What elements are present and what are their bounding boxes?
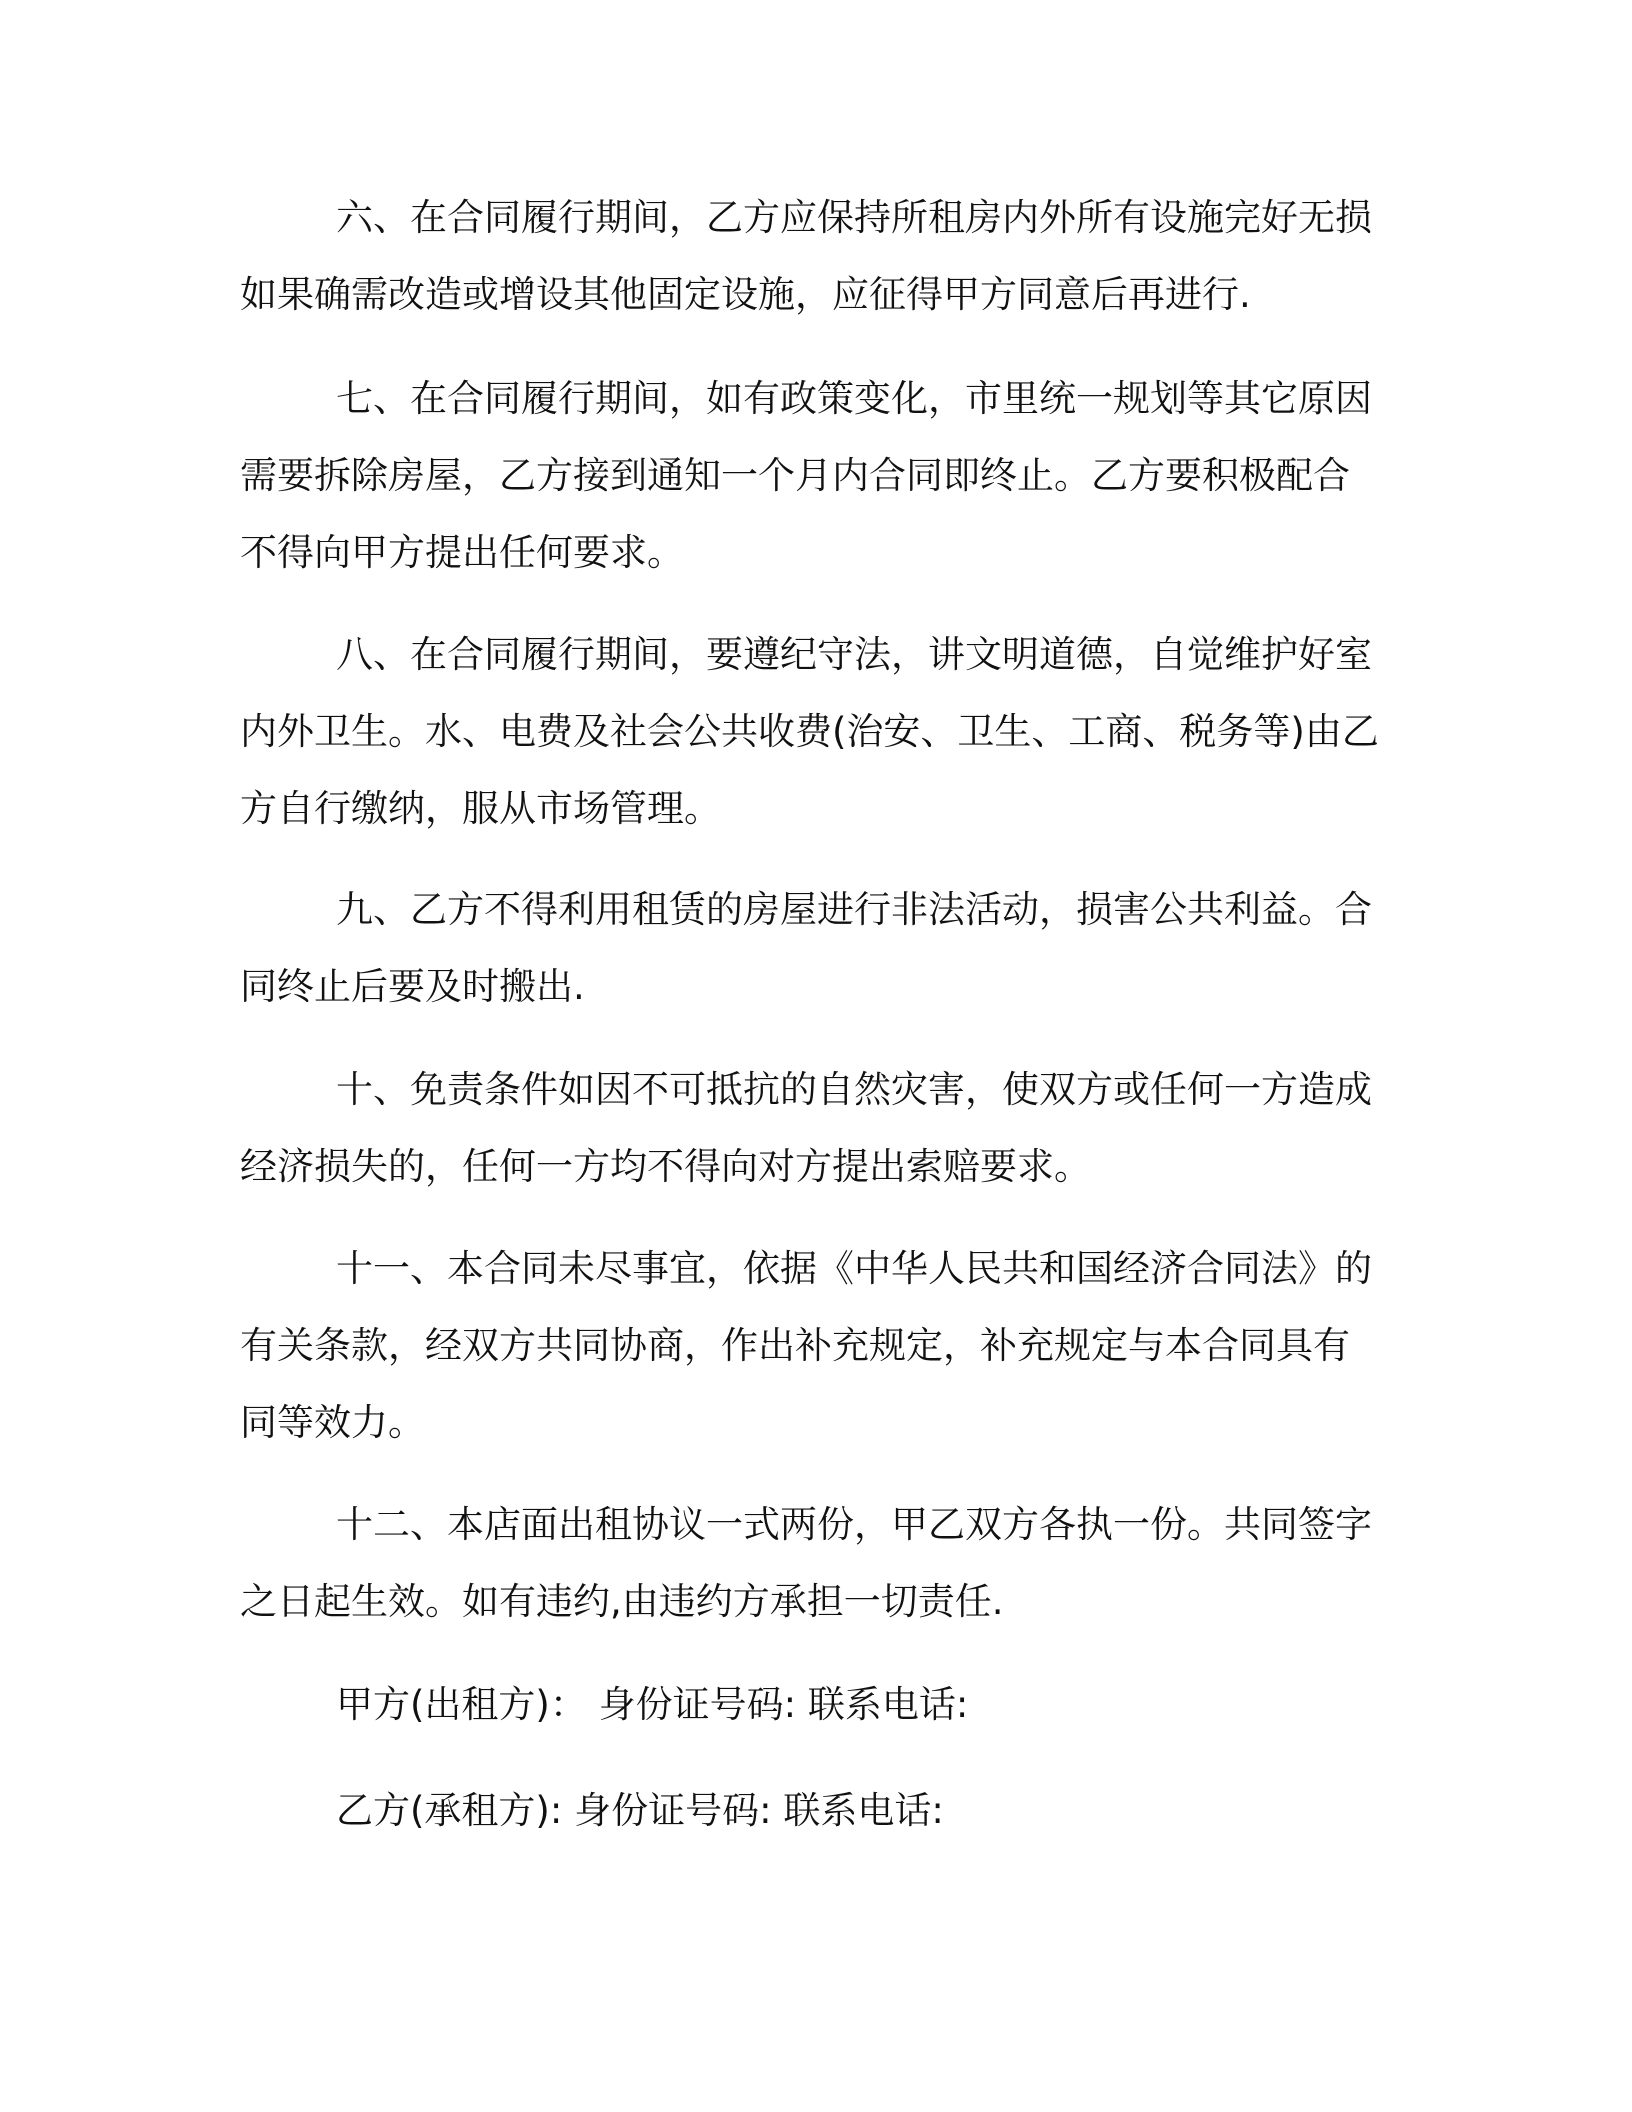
signature-party-a: 甲方(出租方)： 身份证号码: 联系电话:: [336, 1683, 969, 1726]
clause-8-line-3: 方自行缴纳，服从市场管理。: [240, 787, 721, 830]
clause-6-line-2: 如果确需改造或增设其他固定设施，应征得甲方同意后再进行.: [240, 273, 1251, 316]
clause-12-line-1: 十二、本店面出租协议一式两份，甲乙双方各执一份。共同签字: [336, 1503, 1372, 1546]
clause-12-line-2: 之日起生效。如有违约,由违约方承担一切责任.: [240, 1580, 1004, 1623]
clause-8-line-2: 内外卫生。水、电费及社会公共收费(治安、卫生、工商、税务等)由乙: [240, 710, 1379, 753]
clause-7-line-3: 不得向甲方提出任何要求。: [240, 531, 684, 574]
clause-10-line-1: 十、免责条件如因不可抵抗的自然灾害，使双方或任何一方造成: [336, 1068, 1372, 1111]
clause-6-line-1: 六、在合同履行期间，乙方应保持所租房内外所有设施完好无损: [336, 196, 1372, 239]
clause-11-line-1: 十一、本合同未尽事宜，依据《中华人民共和国经济合同法》的: [336, 1247, 1372, 1290]
clause-9-line-2: 同终止后要及时搬出.: [240, 965, 585, 1008]
clause-7-line-2: 需要拆除房屋，乙方接到通知一个月内合同即终止。乙方要积极配合: [240, 454, 1350, 497]
clause-11-line-2: 有关条款，经双方共同协商，作出补充规定，补充规定与本合同具有: [240, 1324, 1350, 1367]
clause-7-line-1: 七、在合同履行期间，如有政策变化，市里统一规划等其它原因: [336, 377, 1372, 420]
clause-10-line-2: 经济损失的，任何一方均不得向对方提出索赔要求。: [240, 1145, 1091, 1188]
clause-11-line-3: 同等效力。: [240, 1401, 425, 1444]
clause-9-line-1: 九、乙方不得利用租赁的房屋进行非法活动，损害公共利益。合: [336, 888, 1372, 931]
clause-8-line-1: 八、在合同履行期间，要遵纪守法，讲文明道德，自觉维护好室: [336, 633, 1372, 676]
signature-party-b: 乙方(承租方): 身份证号码: 联系电话:: [336, 1789, 944, 1832]
